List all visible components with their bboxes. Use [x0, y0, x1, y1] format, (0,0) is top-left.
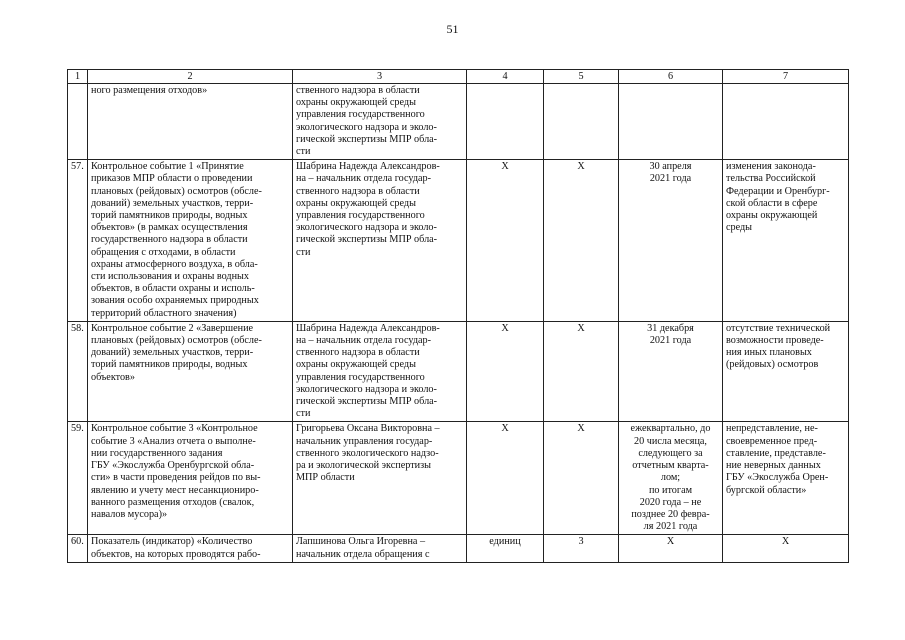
event-cell: Контрольное событие 3 «Контрольное событие 3 «Анализ отчета о выполне- нии государственного задания ГБУ «Экослужба Оренбургской обла- сти» в части проведения рейдов по вы- явлению и учету мест несанкциониро- ванного размещения отходов (свалок, навалов мусора)»: [88, 422, 293, 535]
deadline-cell: 31 декабря 2021 года: [619, 321, 723, 422]
row-number: [68, 84, 88, 160]
risks-cell: отсутствие технической возможности проведе- ния иных плановых (рейдовых) осмотров: [723, 321, 849, 422]
header-col-2: 2: [88, 70, 293, 84]
header-col-1: 1: [68, 70, 88, 84]
col4-cell: единиц: [467, 535, 544, 562]
responsible-cell: Шабрина Надежда Александров- на – начальник отдела государ- ственного надзора в области охраны окружающей среды управления государственного экологического надзора и эколо- гической экспертизы МПР обла- сти: [293, 160, 467, 322]
row-number: 57.: [68, 160, 88, 322]
deadline-cell: 30 апреля 2021 года: [619, 160, 723, 322]
event-cell: Контрольное событие 1 «Принятие приказов МПР области о проведении плановых (рейдовых) осмотров (обсле- дований) земельных участков, терри- торий памятников природы, водных объектов» (в рамках осуществления государственного надзора в области обращения с отходами, в области охраны атмосферного воздуха, в обла- сти использования и охраны водных объектов, в области охраны и исполь- зования особо охраняемых природных территорий областного значения): [88, 160, 293, 322]
row-number: 59.: [68, 422, 88, 535]
page-number: 51: [446, 22, 459, 36]
plan-table: [67, 69, 849, 563]
responsible-cell: Шабрина Надежда Александров- на – начальник отдела государ- ственного надзора в области охраны окружающей среды управления государственного экологического надзора и эколо- гической экспертизы МПР обла- сти: [293, 321, 467, 422]
col4-cell: Х: [467, 160, 544, 322]
col4-cell: Х: [467, 321, 544, 422]
table-row: [68, 84, 849, 160]
col4-cell: Х: [467, 422, 544, 535]
table-row: [68, 422, 849, 535]
header-col-6: 6: [619, 70, 723, 84]
risks-cell: [723, 84, 849, 160]
event-cell: Показатель (индикатор) «Количество объектов, на которых проводятся рабо-: [88, 535, 293, 562]
event-cell: ного размещения отходов»: [88, 84, 293, 160]
header-col-7: 7: [723, 70, 849, 84]
col5-cell: Х: [544, 422, 619, 535]
row-number: 60.: [68, 535, 88, 562]
table-header-row: [68, 70, 849, 84]
col5-cell: Х: [544, 160, 619, 322]
responsible-cell: ственного надзора в области охраны окружающей среды управления государственного экологического надзора и эколо- гической экспертизы МПР обла- сти: [293, 84, 467, 160]
col5-cell: Х: [544, 321, 619, 422]
risks-cell: непредставление, не- своевременное пред- ставление, представле- ние неверных данных ГБУ «Экослужба Орен- бургской области»: [723, 422, 849, 535]
table-row: [68, 535, 849, 562]
risks-cell: изменения законода- тельства Российской Федерации и Оренбург- ской области в сфере охраны окружающей среды: [723, 160, 849, 322]
risks-cell: Х: [723, 535, 849, 562]
col5-cell: [544, 84, 619, 160]
responsible-cell: Григорьева Оксана Викторовна – начальник управления государ- ственного экологического надзо- ра и экологической экспертизы МПР области: [293, 422, 467, 535]
col4-cell: [467, 84, 544, 160]
deadline-cell: ежеквартально, до 20 числа месяца, следующего за отчетным кварта- лом; по итогам 2020 года – не позднее 20 февра- ля 2021 года: [619, 422, 723, 535]
header-col-5: 5: [544, 70, 619, 84]
col5-cell: 3: [544, 535, 619, 562]
header-col-3: 3: [293, 70, 467, 84]
header-col-4: 4: [467, 70, 544, 84]
deadline-cell: Х: [619, 535, 723, 562]
event-cell: Контрольное событие 2 «Завершение плановых (рейдовых) осмотров (обсле- дований) земельных участков, терри- торий памятников природы, водных объектов»: [88, 321, 293, 422]
table-row: [68, 321, 849, 422]
responsible-cell: Лапшинова Ольга Игоревна – начальник отдела обращения с: [293, 535, 467, 562]
deadline-cell: [619, 84, 723, 160]
row-number: 58.: [68, 321, 88, 422]
table-row: [68, 160, 849, 322]
